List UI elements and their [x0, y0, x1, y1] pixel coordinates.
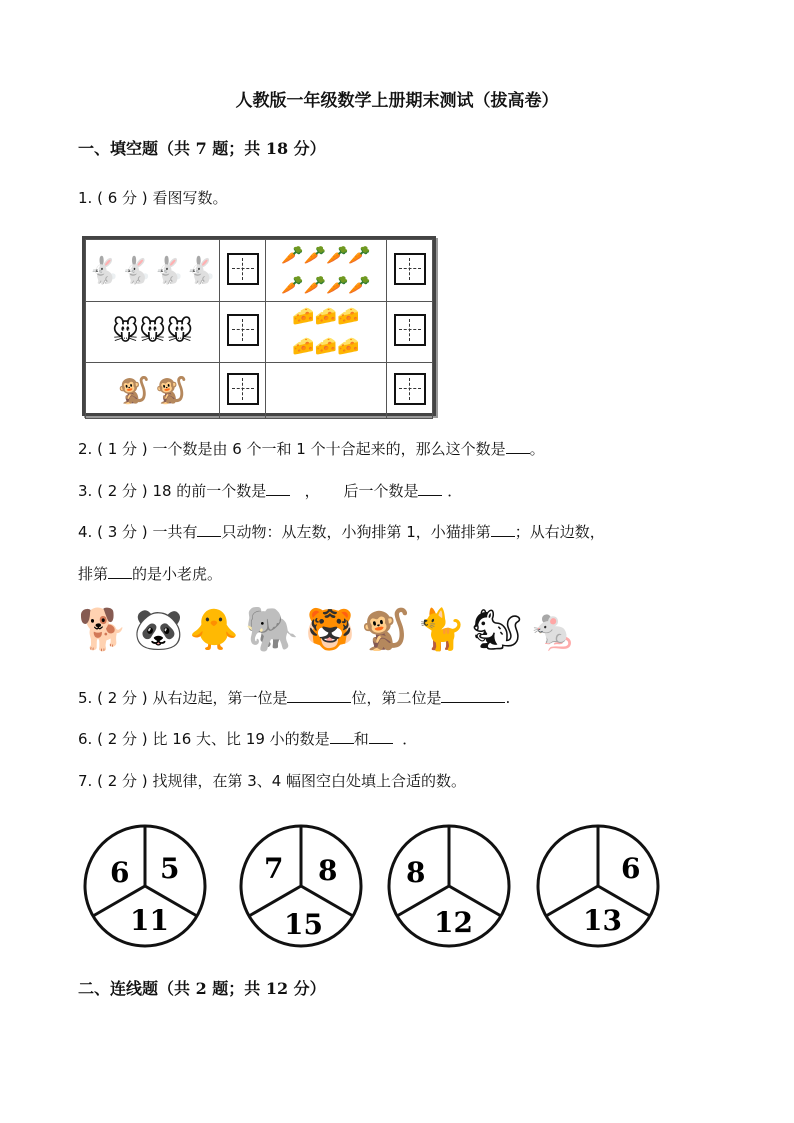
question-number: 1. — [78, 189, 93, 207]
wheel-bottom-number: 15 — [284, 908, 323, 941]
question-text-mid: 排第 — [78, 565, 109, 583]
answer-blank[interactable] — [491, 522, 515, 537]
wheel-bottom-number: 13 — [583, 904, 622, 937]
question-text-end: ． — [447, 482, 463, 500]
section-heading-matching: 二、连线题（共 2 题；共 12 分） — [78, 979, 326, 998]
answer-box[interactable] — [227, 314, 259, 346]
question-text-mid: ， — [304, 482, 320, 500]
answer-box[interactable] — [227, 253, 259, 285]
question-score: ( 2 分 ) — [97, 689, 148, 707]
answer-blank[interactable] — [266, 481, 290, 496]
question-score: ( 2 分 ) — [97, 730, 148, 748]
answer-box[interactable] — [394, 373, 426, 405]
question-text-end: 的是小老虎。 — [132, 565, 223, 583]
answer-blank[interactable] — [108, 564, 132, 579]
answer-blank[interactable] — [197, 522, 221, 537]
question-number: 7. — [78, 772, 93, 790]
wheel-left-number: 8 — [406, 856, 426, 889]
wheel-bottom-number: 11 — [130, 904, 169, 937]
answer-box-cell — [220, 302, 266, 363]
question-6 — [78, 728, 417, 749]
question-4-line-2 — [78, 563, 222, 584]
answer-blank[interactable] — [506, 439, 530, 454]
rabbit-cell — [86, 240, 220, 302]
wheel-right-number: 6 — [621, 852, 641, 885]
wheel-left-number: 7 — [264, 852, 284, 885]
question-text: 一共有 — [152, 523, 198, 541]
question-score: ( 2 分 ) — [97, 772, 148, 790]
mouse-cell — [86, 302, 220, 363]
tiger-icon: 🐯 — [305, 607, 355, 653]
wheel-left-number: 6 — [110, 856, 130, 889]
answer-box-cell — [220, 363, 266, 419]
mouse-icon: 🐁 — [528, 607, 578, 653]
question-text-mid: 后一个数是 — [343, 482, 419, 500]
question-2 — [78, 438, 545, 459]
question-number: 6. — [78, 730, 93, 748]
wheel-right-number: 8 — [318, 854, 338, 887]
number-wheel-2 — [238, 822, 364, 950]
empty-cell — [266, 363, 387, 419]
question-7 — [78, 770, 466, 791]
monkey-icon: 🐒 — [117, 375, 150, 406]
question-4 — [78, 521, 605, 542]
question-text-mid: ；从右边数， — [514, 523, 605, 541]
rabbit-icon: 🐇 — [184, 255, 218, 286]
question-text: 找规律，在第 3、4 幅图空白处填上合适的数。 — [152, 772, 467, 790]
dog-icon: 🐕 — [78, 607, 128, 653]
answer-box-cell — [220, 240, 266, 302]
mouse-icon: 🐭 — [111, 317, 139, 347]
mouse-icon: 🐭 — [166, 317, 194, 347]
question-text: 从右边起，第一位是 — [152, 689, 288, 707]
mouse-icon: 🐭 — [138, 317, 167, 347]
question-text-mid: 只动物：从左数，小狗排第 1，小猫排第 — [221, 523, 491, 541]
question-text-end: . — [505, 689, 511, 707]
question-score: ( 1 分 ) — [97, 440, 148, 458]
question-text-end: 。 — [529, 440, 545, 458]
answer-box-cell — [387, 363, 433, 419]
cat-icon: 🐈 — [416, 607, 466, 653]
page-title: 人教版一年级数学上册期末测试（拔高卷） — [235, 91, 559, 111]
answer-box[interactable] — [227, 373, 259, 405]
question-1 — [78, 187, 227, 208]
section-heading-fill-blank: 一、填空题（共 7 题；共 18 分） — [78, 139, 326, 158]
question-number: 2. — [78, 440, 93, 458]
question-text: 比 16 大、比 19 小的数是 — [152, 730, 330, 748]
question-text-end: ． — [402, 730, 418, 748]
question-number: 3. — [78, 482, 93, 500]
cheese-icon: 🧀🧀🧀 — [292, 306, 360, 327]
cheese-cell — [266, 302, 387, 363]
question-number: 5. — [78, 689, 93, 707]
question-text-mid: 位，第二位是 — [351, 689, 442, 707]
question-score: ( 2 分 ) — [97, 482, 148, 500]
answer-box[interactable] — [394, 314, 426, 346]
answer-blank[interactable] — [418, 481, 442, 496]
animal-lineup — [78, 600, 578, 660]
question-text: 一个数是由 6 个一和 1 个十合起来的，那么这个数是 — [152, 440, 506, 458]
cheese-icon: 🧀🧀🧀 — [292, 336, 360, 357]
answer-box-cell — [387, 302, 433, 363]
rabbit-icon: 🐇 — [87, 255, 121, 286]
monkey-icon: 🐒 — [360, 607, 411, 653]
answer-blank[interactable] — [369, 729, 393, 744]
wheel-right-number: 5 — [160, 852, 180, 885]
chick-icon: 🐥 — [189, 607, 239, 653]
panda-icon: 🐼 — [133, 607, 184, 653]
answer-blank[interactable] — [330, 729, 354, 744]
question-text-mid: 和 — [353, 730, 369, 748]
answer-box[interactable] — [394, 253, 426, 285]
number-wheel-3 — [386, 822, 512, 950]
question-text: 看图写数。 — [152, 189, 228, 207]
number-wheel-1 — [82, 822, 208, 950]
question-score: ( 3 分 ) — [97, 523, 148, 541]
radish-icon: 🥕🥕🥕🥕 — [281, 274, 371, 296]
question-text: 18 的前一个数是 — [152, 482, 267, 500]
question-score: ( 6 分 ) — [97, 189, 148, 207]
monkey-cell — [86, 363, 220, 419]
radish-cell — [266, 240, 387, 302]
monkey-icon: 🐒 — [155, 375, 188, 406]
squirrel-icon: 🐿 — [471, 607, 523, 653]
number-wheel-4 — [535, 822, 661, 950]
question-5 — [78, 687, 510, 708]
answer-blank[interactable] — [441, 688, 505, 703]
picture-count-table — [82, 236, 436, 416]
question-number: 4. — [78, 523, 93, 541]
question-3 — [78, 480, 462, 501]
answer-box-cell — [387, 240, 433, 302]
elephant-icon: 🐘 — [244, 604, 300, 655]
rabbit-icon: 🐇 — [152, 255, 185, 286]
radish-icon: 🥕🥕🥕🥕 — [281, 244, 371, 266]
rabbit-icon: 🐇 — [120, 255, 153, 286]
answer-blank[interactable] — [287, 688, 351, 703]
wheel-bottom-number: 12 — [434, 906, 473, 939]
